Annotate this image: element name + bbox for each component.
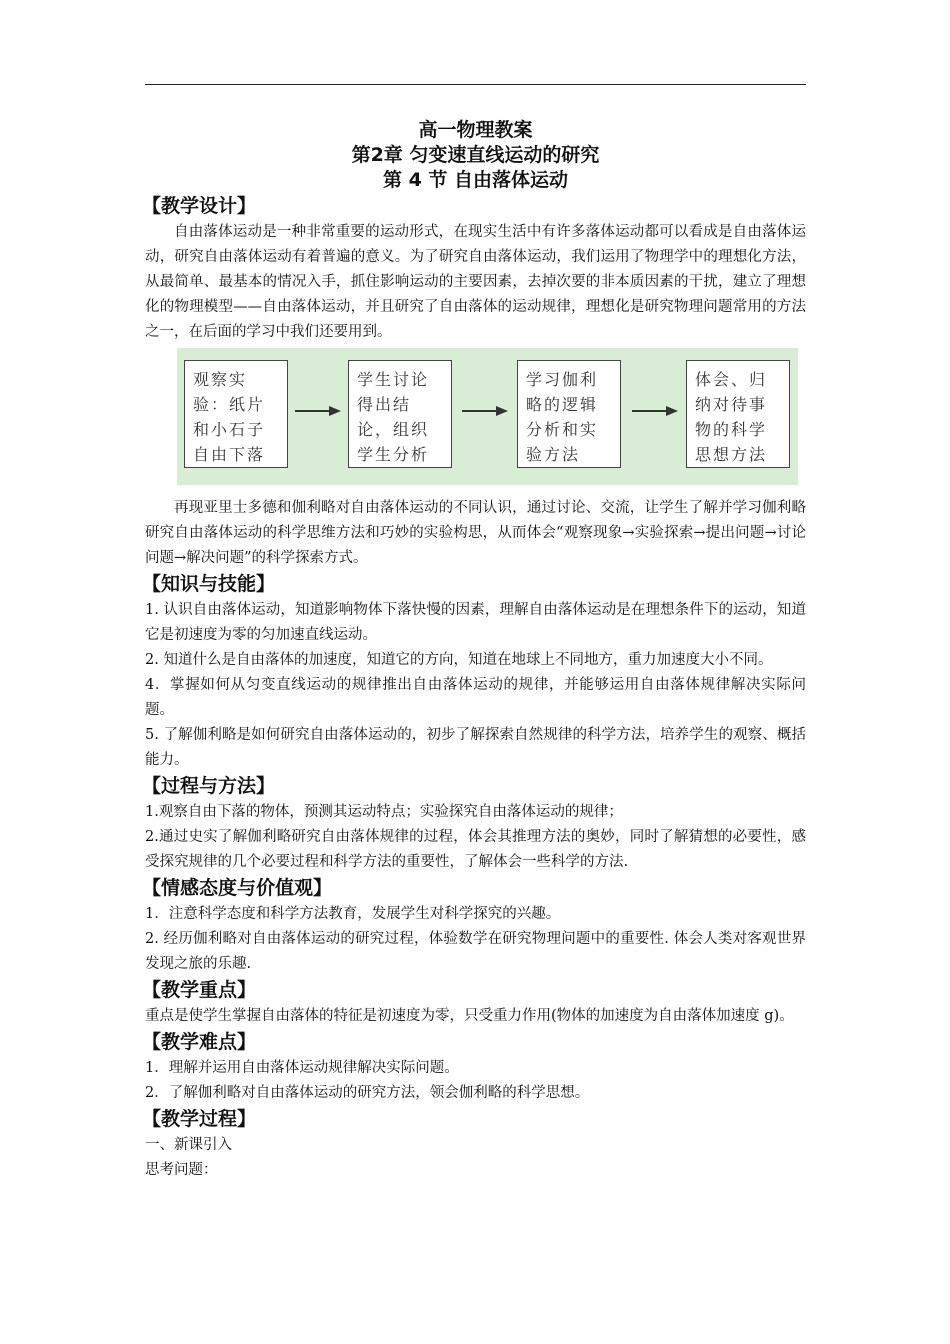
difficulty-item: 2．了解伽利略对自由落体运动的研究方法，领会伽利略的科学思想。	[145, 1085, 590, 1101]
flow-step-1: 观察实验：纸片和小石子自由下落	[184, 360, 288, 468]
teaching-prompt: 思考问题：	[145, 1162, 218, 1178]
emotion-item: 1．注意科学态度和科学方法教育，发展学生对科学探究的兴趣。	[145, 906, 561, 922]
heading-design: 【教学设计】	[142, 195, 257, 217]
process-item: 1.观察自由下落的物体，预测其运动特点；实验探究自由落体运动的规律；	[145, 804, 623, 820]
knowledge-item: 2. 知道什么是自由落体的加速度，知道它的方向，知道在地球上不同地方，重力加速度大小不同。	[145, 652, 773, 668]
heading-teaching-process: 【教学过程】	[142, 1108, 257, 1130]
teaching-flowchart	[177, 348, 798, 485]
key-point-text: 重点是使学生掌握自由落体的特征是初速度为零，只受重力作用(物体的加速度为自由落体加速度 g)。	[145, 1008, 794, 1024]
heading-process: 【过程与方法】	[142, 775, 276, 797]
knowledge-item: 5. 了解伽利略是如何研究自由落体运动的，初步了解探索自然规律的科学方法，培养学生的观察、概括能力。	[145, 727, 806, 768]
flow-arrow-icon	[295, 404, 341, 418]
heading-difficulty: 【教学难点】	[142, 1031, 257, 1053]
design-paragraph-2: 再现亚里士多德和伽利略对自由落体运动的不同认识，通过讨论、交流，让学生了解并学习伽利略研究自由落体运动的科学思维方法和巧妙的实验构思，从而体会“观察现象→实验探索→提出问题→讨论问题→解决问题”的科学探索方式。	[145, 500, 806, 566]
flow-arrow-icon	[632, 404, 678, 418]
design-paragraph-1: 自由落体运动是一种非常重要的运动形式，在现实生活中有许多落体运动都可以看成是自由落体运动，研究自由落体运动有着普遍的意义。为了研究自由落体运动，我们运用了物理学中的理想化方法，从最简单、最基本的情况入手，抓住影响运动的主要因素，去掉次要的非本质因素的干扰，建立了理想化的物理模型——自由落体运动，并且研究了自由落体的运动规律，理想化是研究物理问题常用的方法之一，在后面的学习中我们还要用到。	[145, 224, 806, 340]
section-title: 第 4 节 自由落体运动	[382, 169, 569, 191]
flow-arrow-icon	[462, 404, 508, 418]
document-body	[142, 118, 806, 1183]
process-item: 2.通过史实了解伽利略研究自由落体规律的过程，体会其推理方法的奥妙，同时了解猜想的必要性，感受探究规律的几个必要过程和科学方法的重要性，了解体会一些科学的方法.	[145, 829, 806, 870]
heading-knowledge: 【知识与技能】	[142, 573, 276, 595]
chapter-title: 第2章 匀变速直线运动的研究	[351, 144, 600, 166]
doc-title: 高一物理教案	[418, 119, 533, 141]
knowledge-item: 1. 认识自由落体运动，知道影响物体下落快慢的因素，理解自由落体运动是在理想条件下的运动，知道它是初速度为零的匀加速直线运动。	[145, 602, 806, 643]
flow-step-4: 体会、归纳对待事物的科学思想方法	[686, 360, 790, 468]
emotion-item: 2. 经历伽利略对自由落体运动的研究过程，体验数学在研究物理问题中的重要性. 体会人类对客观世界发现之旅的乐趣.	[145, 931, 806, 972]
header-rule	[145, 84, 806, 85]
flow-step-2: 学生讨论得出结论，组织学生分析	[348, 360, 452, 468]
heading-key-point: 【教学重点】	[142, 979, 257, 1001]
knowledge-item: 4．掌握如何从匀变直线运动的规律推出自由落体运动的规律，并能够运用自由落体规律解决实际问题。	[145, 677, 806, 718]
flow-step-3: 学习伽利略的逻辑分析和实验方法	[517, 360, 621, 468]
difficulty-item: 1．理解并运用自由落体运动规律解决实际问题。	[145, 1060, 459, 1076]
heading-emotion: 【情感态度与价值观】	[142, 877, 333, 899]
teaching-subheading: 一、新课引入	[145, 1137, 232, 1153]
